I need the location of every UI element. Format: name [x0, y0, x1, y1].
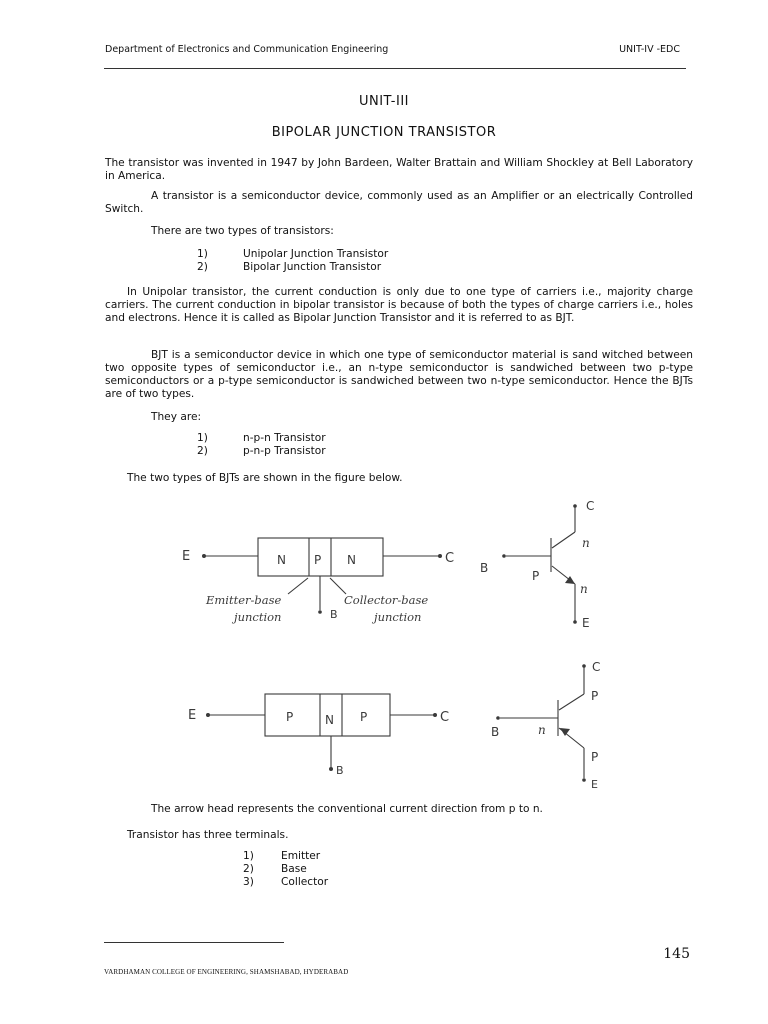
list-text: Unipolar Junction Transistor — [243, 248, 389, 260]
npn-sym-top-region: n — [582, 536, 590, 550]
npn-region-n1: N — [277, 553, 286, 567]
list-number: 2) — [197, 445, 208, 457]
list-item — [197, 432, 326, 445]
npn-collector-label: C — [445, 551, 455, 566]
pnp-region-p2: P — [360, 710, 368, 724]
pnp-base-label: B — [336, 764, 344, 777]
paragraph-unipolar — [105, 286, 693, 325]
npn-sym-b-terminal — [502, 554, 506, 558]
pnp-collector-terminal — [433, 713, 437, 717]
pnp-sym-arrow — [560, 728, 570, 736]
paragraph-definition — [105, 190, 693, 216]
paragraph-figure-intro — [105, 472, 693, 485]
paragraph-they-are — [105, 411, 693, 424]
footer-rule — [104, 942, 284, 943]
pnp-sym-collector-arm — [559, 694, 584, 710]
page-number: 145 — [663, 946, 690, 962]
header-unit: UNIT-IV -EDC — [619, 44, 680, 55]
pnp-sym-mid-region: n — [538, 723, 546, 737]
pnp-sym-c-label: C — [592, 660, 601, 674]
list-text: Bipolar Junction Transistor — [243, 261, 382, 273]
pnp-emitter-label: E — [188, 708, 197, 723]
npn-eb-arrow — [288, 578, 308, 594]
npn-sym-e-label: E — [582, 616, 590, 630]
paragraph-arrow-note — [105, 803, 693, 816]
list-text: Base — [281, 863, 307, 875]
list-item — [197, 445, 326, 458]
header-department: Department of Electronics and Communication Engineering — [105, 44, 389, 55]
paragraph-bjt-text: BJT is a semiconductor device in which one type of semiconductor material is sand witched between two opposite types of semiconductor i.e., an n-type semiconductor is sandwiched between two p-type semiconductors or a p-type semiconductor is sandwiched between two n-type semiconductor. Hence the BJTs are of two types. — [105, 349, 693, 400]
npn-region-p: P — [314, 553, 322, 567]
npn-symbol — [480, 499, 594, 630]
npn-region-n2: N — [347, 553, 356, 567]
page-title: UNIT-III — [358, 94, 409, 109]
paragraph-bjt — [105, 349, 693, 401]
npn-collector-terminal — [438, 554, 442, 558]
list-number: 2) — [197, 261, 208, 273]
npn-cb-label-2: junction — [374, 610, 422, 624]
pnp-sym-e-label: E — [591, 778, 598, 791]
npn-base-label: B — [330, 608, 338, 621]
paragraph-types-intro — [105, 225, 693, 238]
npn-cb-arrow — [330, 578, 346, 594]
list-number: 3) — [243, 876, 254, 888]
paragraph-unipolar-text: In Unipolar transistor, the current conduction is only due to one type of carriers i.e., majority charge carriers. The current conduction in bipolar transistor is because of both the types of charge carriers i.e., holes and electrons. Hence it is called as Bipolar Junction Transistor and it is referred to as BJT. — [105, 286, 693, 324]
pnp-symbol — [491, 660, 600, 791]
pnp-region-p1: P — [286, 710, 294, 724]
npn-eb-label-1: Emitter-base — [206, 593, 282, 607]
paragraph-invention: The transistor was invented in 1947 by John Bardeen, Walter Brattain and William Shockley at Bell Laboratory in America. — [105, 157, 693, 182]
pnp-sym-b-terminal — [496, 716, 500, 720]
pnp-sym-top-region: P — [591, 689, 599, 703]
npn-sym-b-label: B — [480, 561, 489, 575]
list-number: 1) — [243, 850, 254, 862]
footer-college: VARDHAMAN COLLEGE OF ENGINEERING, SHAMSHABAD, HYDERABAD — [104, 968, 349, 976]
npn-cb-label-1: Collector-base — [344, 593, 429, 607]
paragraph-types-intro-text: There are two types of transistors: — [151, 225, 334, 237]
paragraph-figure-intro-text: The two types of BJTs are shown in the figure below. — [127, 472, 403, 484]
list-number: 1) — [197, 432, 208, 444]
paragraph-they-are-text: They are: — [151, 411, 202, 423]
npn-sym-collector-arm — [552, 532, 575, 548]
list-text: n-p-n Transistor — [243, 432, 326, 444]
npn-sym-bot-region: n — [580, 582, 588, 596]
paragraph-definition-text: A transistor is a semiconductor device, commonly used as an Amplifier or an electrically Controlled Switch. — [105, 190, 693, 215]
header-rule — [104, 68, 686, 69]
list-item — [243, 876, 328, 889]
pnp-sym-bot-region: P — [591, 750, 599, 764]
list-text: p-n-p Transistor — [243, 445, 326, 457]
npn-sym-mid-region: P — [532, 569, 540, 583]
page-subtitle: BIPOLAR JUNCTION TRANSISTOR — [271, 125, 497, 140]
list-number: 1) — [197, 248, 208, 260]
npn-emitter-label: E — [182, 549, 191, 564]
list-item — [243, 850, 320, 863]
paragraph-terminals-text: Transistor has three terminals. — [127, 829, 289, 841]
pnp-sym-e-terminal — [582, 778, 586, 782]
list-item — [243, 863, 307, 876]
npn-sym-c-label: C — [586, 499, 595, 513]
bjt-figure — [170, 490, 635, 795]
list-number: 2) — [243, 863, 254, 875]
paragraph-terminals — [105, 829, 693, 842]
list-item — [197, 261, 381, 274]
pnp-collector-label: C — [440, 710, 450, 725]
npn-eb-label-2: junction — [234, 610, 282, 624]
npn-sym-e-terminal — [573, 620, 577, 624]
npn-block-diagram — [182, 538, 454, 624]
pnp-sym-b-label: B — [491, 725, 500, 739]
pnp-block-diagram — [188, 694, 449, 777]
pnp-base-terminal — [329, 767, 333, 771]
list-text: Emitter — [281, 850, 321, 862]
npn-base-terminal — [318, 610, 322, 614]
pnp-region-n: N — [325, 713, 334, 727]
list-item — [197, 248, 388, 261]
list-text: Collector — [281, 876, 329, 888]
paragraph-arrow-note-text: The arrow head represents the conventional current direction from p to n. — [151, 803, 543, 815]
